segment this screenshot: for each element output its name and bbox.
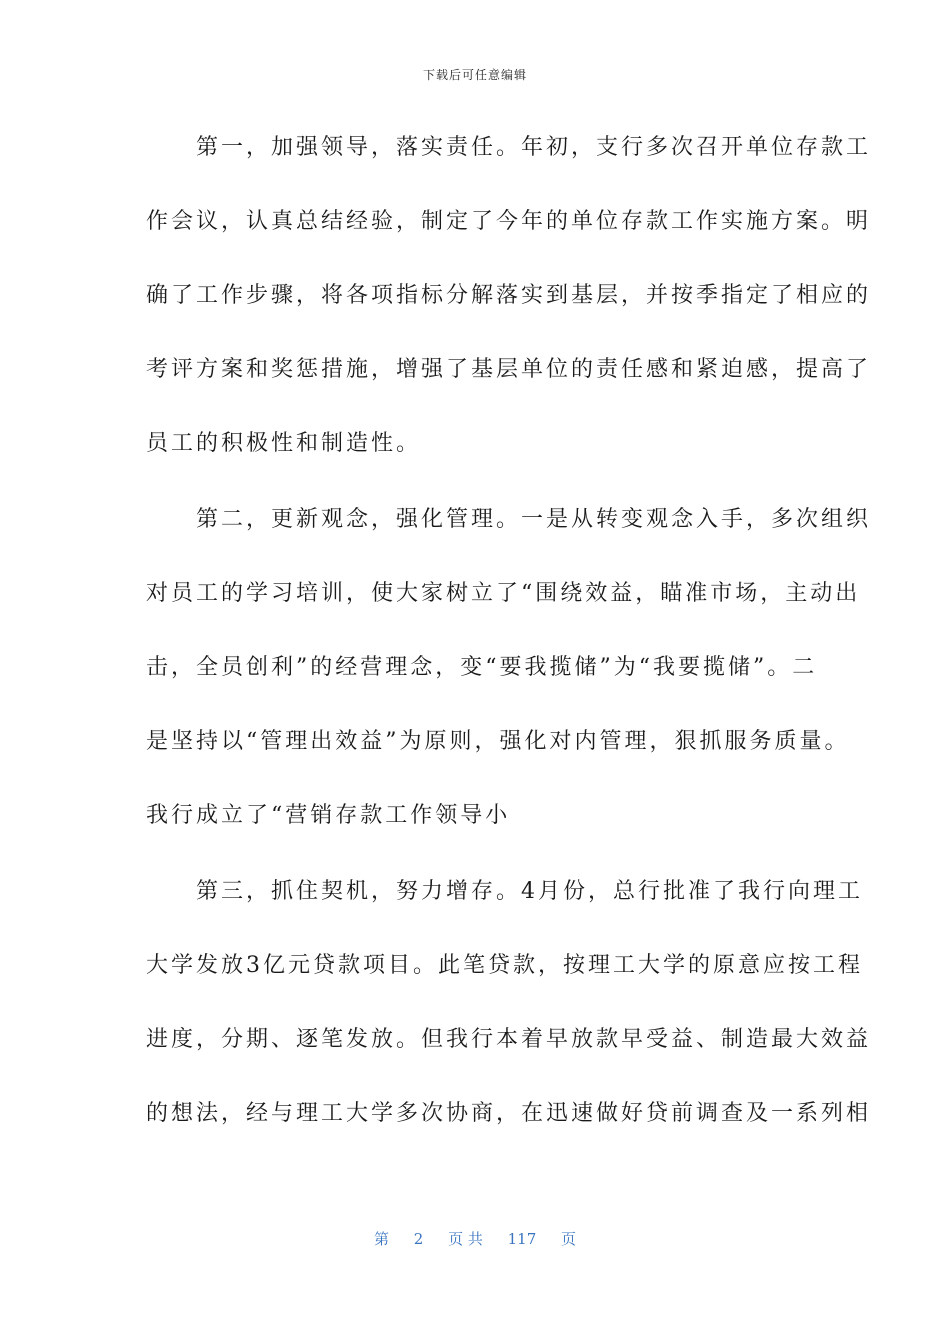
paragraph-3-line-4: 的想法，经与理工大学多次协商，在迅速做好贷前调查及一系列相 xyxy=(146,1101,872,1126)
paragraph-1-line-2: 作会议，认真总结经验，制定了今年的单位存款工作实施方案。明 xyxy=(146,209,872,234)
paragraph-2-line-1: 第二，更新观念，强化管理。一是从转变观念入手，多次组织 xyxy=(146,507,872,532)
page-header: 下载后可任意编辑 xyxy=(422,68,527,82)
paragraph-1-line-5: 员工的积极性和制造性。 xyxy=(146,431,422,456)
page-footer xyxy=(0,1228,950,1249)
footer-suffix: 页 xyxy=(561,1230,577,1248)
footer-current-page: 2 xyxy=(413,1230,424,1248)
paragraph-1-line-4: 考评方案和奖惩措施，增强了基层单位的责任感和紧迫感，提高了 xyxy=(146,357,872,382)
paragraph-2-line-5: 我行成立了“营销存款工作领导小 xyxy=(146,803,511,828)
footer-prefix: 第 xyxy=(373,1230,389,1248)
paragraph-1-line-1: 第一，加强领导，落实责任。年初，支行多次召开单位存款工 xyxy=(146,135,872,160)
paragraph-2-line-3: 击，全员创利”的经营理念，变“要我揽储”为“我要揽储”。二 xyxy=(146,655,818,680)
paragraph-3-line-3: 进度，分期、逐笔发放。但我行本着早放款早受益、制造最大效益 xyxy=(146,1027,872,1052)
paragraph-3-line-1: 第三，抓住契机，努力增存。4月份，总行批准了我行向理工 xyxy=(146,879,863,904)
paragraph-3-line-2: 大学发放3亿元贷款项目。此笔贷款，按理工大学的原意应按工程 xyxy=(146,953,863,978)
paragraph-2-line-2: 对员工的学习培训，使大家树立了“围绕效益，瞄准市场，主动出 xyxy=(146,581,861,606)
footer-middle: 页 共 xyxy=(448,1230,483,1248)
paragraph-1-line-3: 确了工作步骤，将各项指标分解落实到基层，并按季指定了相应的 xyxy=(146,283,872,308)
footer-total-pages: 117 xyxy=(507,1230,537,1248)
paragraph-2-line-4: 是坚持以“管理出效益”为原则，强化对内管理，狠抓服务质量。 xyxy=(146,729,850,754)
